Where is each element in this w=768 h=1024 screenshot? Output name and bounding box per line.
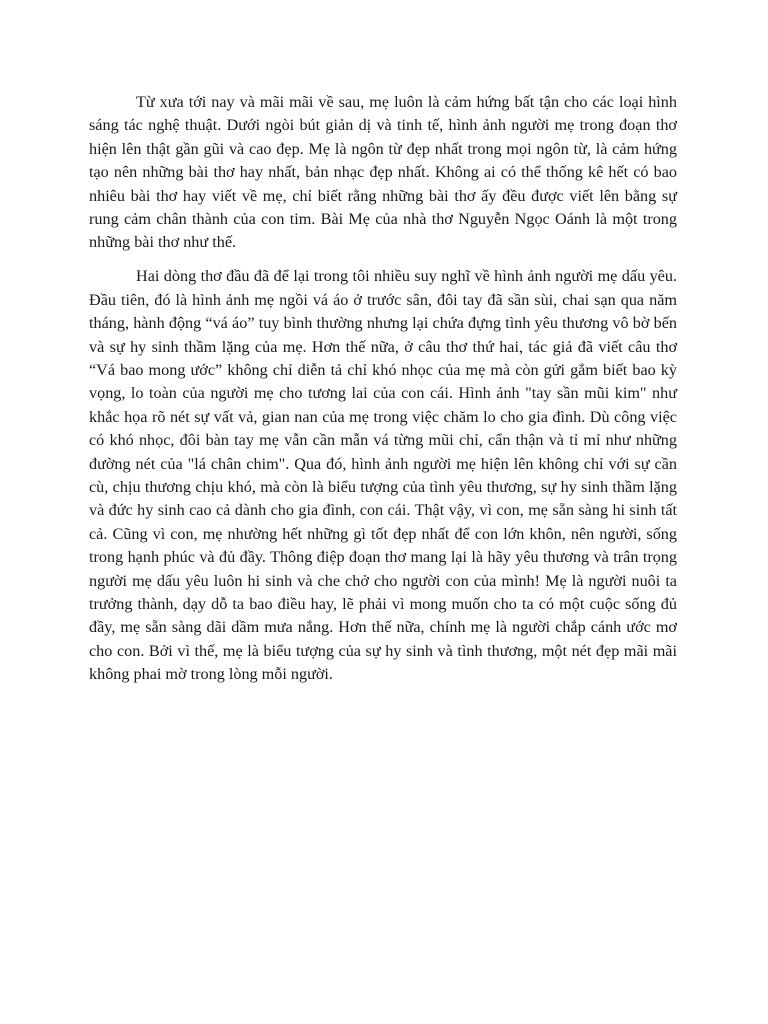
paragraph-intro: Từ xưa tới nay và mãi mãi về sau, mẹ luôn là cảm hứng bất tận cho các loại hình sáng tác nghệ thuật. Dưới ngòi bút giản dị và tinh tế, hình ảnh người mẹ trong đoạn thơ hiện lên thật gần gũi và cao đẹp. Mẹ là ngôn từ đẹp nhất trong mọi ngôn từ, là cảm hứng tạo nên những bài thơ hay nhất, bản nhạc đẹp nhất. Không ai có thể thống kê hết có bao nhiêu bài thơ hay viết về mẹ, chỉ biết rằng những bài thơ ấy đều được viết lên bằng sự rung cảm chân thành của con tim. Bài Mẹ của nhà thơ Nguyễn Ngọc Oánh là một trong những bài thơ như thế. — [89, 93, 677, 252]
paragraph-analysis: Hai dòng thơ đầu đã để lại trong tôi nhiều suy nghĩ về hình ảnh người mẹ dấu yêu. Đầu tiên, đó là hình ảnh mẹ ngồi vá áo ở trước sân, đôi tay đã sần sùi, chai sạn qua năm tháng, hành động “vá áo” tuy bình thường nhưng lại chứa đựng tình yêu thương vô bờ bến và sự hy sinh thầm lặng của mẹ. Hơn thế nữa, ở câu thơ thứ hai, tác giả đã viết câu thơ “Vá bao mong ước” không chỉ diễn tả chỉ khó nhọc của mẹ mà còn gửi gắm biết bao kỳ vọng, lo toàn của người mẹ cho tương lai của con cái. Hình ảnh "tay sần mũi kim" như khắc họa rõ nét sự vất vả, gian nan của mẹ trong việc chăm lo cho gia đình. Dù công việc có khó nhọc, đôi bàn tay mẹ vẫn cần mẫn vá từng mũi chỉ, cẩn thận và tỉ mỉ như những đường nét của "lá chân chim". Qua đó, hình ảnh người mẹ hiện lên không chỉ với sự cần cù, chịu thương chịu khó, mà còn là biểu tượng của tình yêu thương, sự hy sinh thầm lặng và đức hy sinh cao cả dành cho gia đình, con cái. Thật vậy, vì con, mẹ sẵn sàng hi sinh tất cả. Cũng vì con, mẹ nhường hết những gì tốt đẹp nhất để con lớn khôn, nên người, sống trong hạnh phúc và đủ đầy. Thông điệp đoạn thơ mang lại là hãy yêu thương và trân trọng người mẹ dấu yêu luôn hi sinh và che chở cho người con của mình! Mẹ là người nuôi ta trưởng thành, dạy dỗ ta bao điều hay, lẽ phải vì mong muốn cho ta có một cuộc sống đủ đầy, mẹ sẵn sàng dãi dầm mưa nắng. Hơn thế nữa, chính mẹ là người chắp cánh ước mơ cho con. Bởi vì thế, mẹ là biểu tượng của sự hy sinh và tình thương, một nét đẹp mãi mãi không phai mờ trong lòng mỗi người. — [89, 267, 677, 684]
document-body — [89, 91, 677, 687]
